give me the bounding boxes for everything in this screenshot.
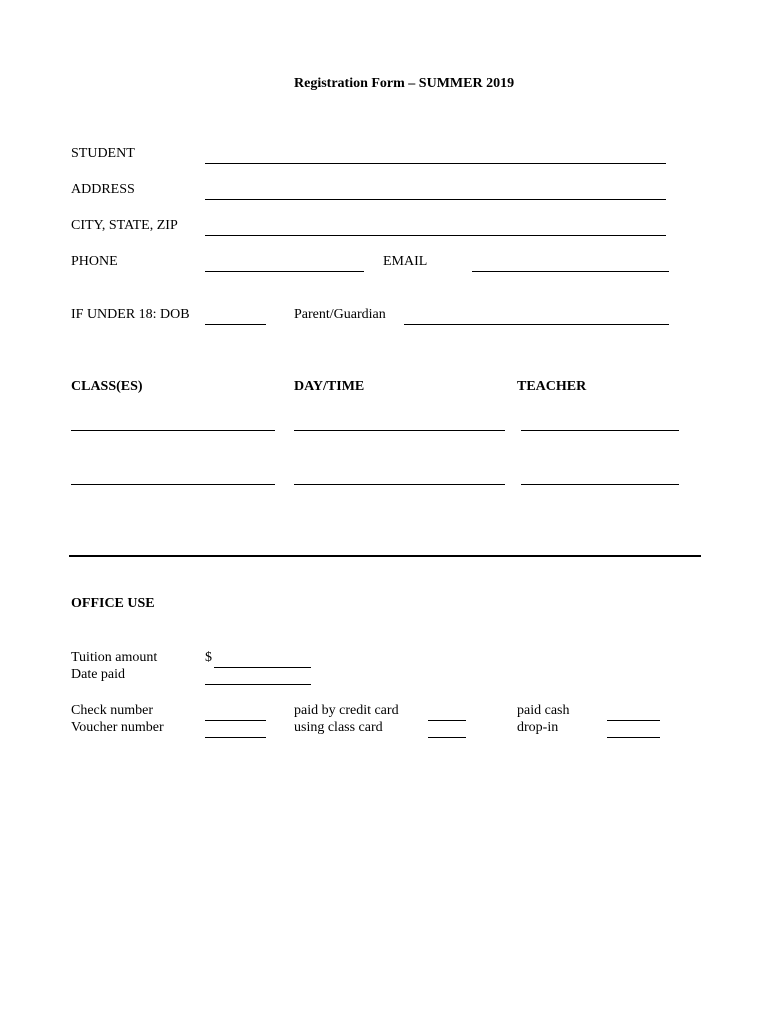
date-paid-label: Date paid	[71, 667, 126, 682]
credit-card-label: paid by credit card	[294, 703, 399, 718]
check-number-field[interactable]	[205, 704, 266, 721]
check-number-label: Check number	[71, 703, 154, 718]
voucher-number-label: Voucher number	[71, 720, 164, 735]
teacher-field-1[interactable]	[521, 414, 679, 431]
student-field[interactable]	[205, 147, 666, 164]
student-label: STUDENT	[71, 146, 135, 161]
phone-field[interactable]	[205, 255, 364, 272]
paid-cash-field[interactable]	[607, 704, 660, 721]
guardian-label: Parent/Guardian	[294, 307, 386, 322]
tuition-field[interactable]	[214, 651, 311, 668]
phone-label: PHONE	[71, 254, 118, 269]
page-title: Registration Form – SUMMER 2019	[294, 76, 515, 91]
class-field-2[interactable]	[71, 468, 275, 485]
office-use-heading: OFFICE USE	[71, 596, 155, 611]
city-state-zip-label: CITY, STATE, ZIP	[71, 218, 178, 233]
section-divider	[69, 555, 701, 557]
drop-in-label: drop-in	[517, 720, 559, 735]
dob-field[interactable]	[205, 308, 266, 325]
class-field-1[interactable]	[71, 414, 275, 431]
class-card-label: using class card	[294, 720, 383, 735]
dob-label: IF UNDER 18: DOB	[71, 307, 190, 322]
paid-cash-label: paid cash	[517, 703, 570, 718]
email-label: EMAIL	[383, 254, 428, 269]
class-card-field[interactable]	[428, 721, 466, 738]
voucher-number-field[interactable]	[205, 721, 266, 738]
teacher-column-header: TEACHER	[517, 379, 587, 394]
email-field[interactable]	[472, 255, 669, 272]
teacher-field-2[interactable]	[521, 468, 679, 485]
address-field[interactable]	[205, 183, 666, 200]
drop-in-field[interactable]	[607, 721, 660, 738]
classes-column-header: CLASS(ES)	[71, 379, 143, 394]
daytime-column-header: DAY/TIME	[294, 379, 365, 394]
tuition-label: Tuition amount	[71, 650, 158, 665]
currency-symbol: $	[205, 650, 212, 665]
credit-card-field[interactable]	[428, 704, 466, 721]
guardian-field[interactable]	[404, 308, 669, 325]
city-state-zip-field[interactable]	[205, 219, 666, 236]
address-label: ADDRESS	[71, 182, 135, 197]
daytime-field-2[interactable]	[294, 468, 505, 485]
daytime-field-1[interactable]	[294, 414, 505, 431]
date-paid-field[interactable]	[205, 668, 311, 685]
